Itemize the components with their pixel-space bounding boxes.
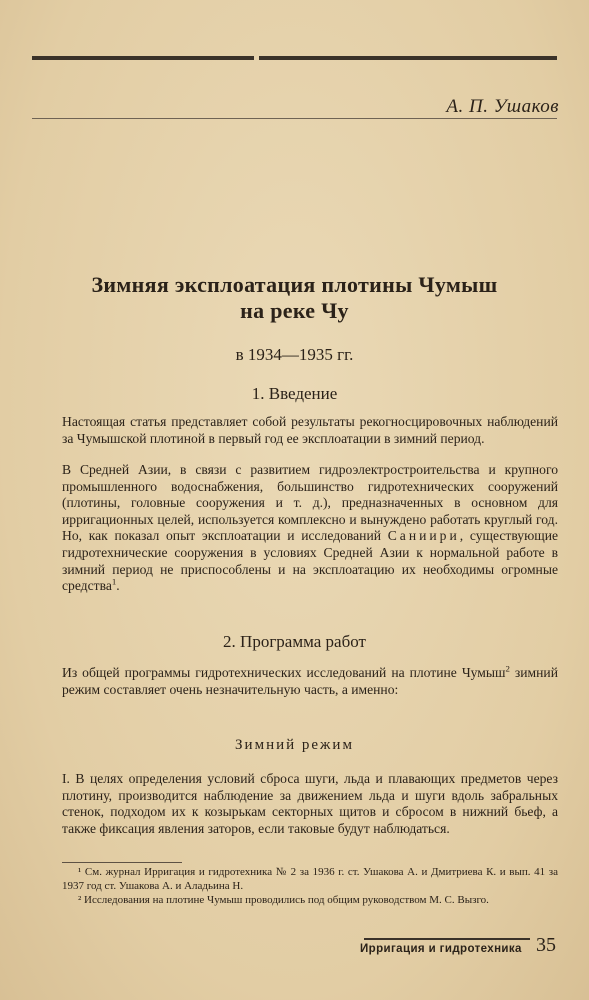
paragraph-text-a: В Средней Азии, в связи с развитием гидроэлектростроительства и крупного промышленного водоснабжения, большинство гидротехнических сооружений (плотины, головные сооружения и т. д.), предназначенных в основном для ирригационных целей, используется комплексно и вынуждено работать круглый год. Но, как показал опыт эксплоатации и исследований xyxy=(62,462,558,544)
header-rule xyxy=(32,56,557,60)
section-1-paragraph-2 xyxy=(62,462,558,595)
section-2-heading: 2. Программа работ xyxy=(223,632,366,651)
footnote-ref-1: 1 xyxy=(111,576,117,587)
article-title xyxy=(40,272,549,324)
paragraph-text-b: зимний режим составляет очень незначительную часть, а именно: xyxy=(62,665,558,697)
winter-regime-subheading: Зимний режим xyxy=(235,737,354,753)
header-rule-gap xyxy=(254,56,259,60)
footnote-1: ¹ См. журнал Ирригация и гидротехника № 2 за 1936 г. ст. Ушакова А. и Дмитриева К. и вып. 41 за 1937 год ст. Ушакова А. и Аладьина Н. xyxy=(62,866,558,892)
footnote-ref-2: 2 xyxy=(505,663,510,674)
author-rule xyxy=(32,118,557,119)
title-line-1: Зимняя эксплоатация плотины Чумыш xyxy=(91,272,498,297)
section-2-paragraph-1 xyxy=(62,665,558,698)
footnote-rule xyxy=(62,862,182,863)
paragraph-text: Настоящая статья представляет собой результаты рекогносцировочных наблюдений за Чумышской плотиной в первый год ее эксплоатации в зимний период. xyxy=(62,414,558,446)
page-number: 35 xyxy=(536,934,556,956)
paragraph-end: . xyxy=(116,578,120,594)
author-name: А. П. Ушаков xyxy=(446,96,559,117)
footnotes xyxy=(62,866,558,909)
footer-rule xyxy=(364,938,530,940)
list-item-1: I. В целях определения условий сброса шуги, льда и плавающих предметов через плотину, производится наблюдение за движением льда и шуги вдоль забральных стенок, подходом их к козырькам секторных щитов и сбросом в нижний бьеф, а также фиксация явления заторов, если таковые будут наблюдаться. xyxy=(62,771,558,836)
institute-name: Саниири xyxy=(387,528,460,544)
title-line-2: на реке Чу xyxy=(240,298,349,323)
paragraph-text-b: , существующие гидротехнические сооружения в условиях Средней Азии к нормальной работе в зимний период не приспособлены и на эксплоатацию их необходимы огромные средства xyxy=(62,528,558,594)
section-1-paragraph-1 xyxy=(62,414,558,447)
paragraph-text-a: Из общей программы гидротехнических исследований на плотине Чумыш xyxy=(62,665,506,680)
journal-running-head: Ирригация и гидротехника xyxy=(360,943,522,955)
article-subtitle: в 1934—1935 гг. xyxy=(235,345,354,364)
section-1-heading: 1. Введение xyxy=(251,384,338,403)
footnote-2: ² Исследования на плотине Чумыш проводились под общим руководством М. С. Вызго. xyxy=(78,894,489,906)
